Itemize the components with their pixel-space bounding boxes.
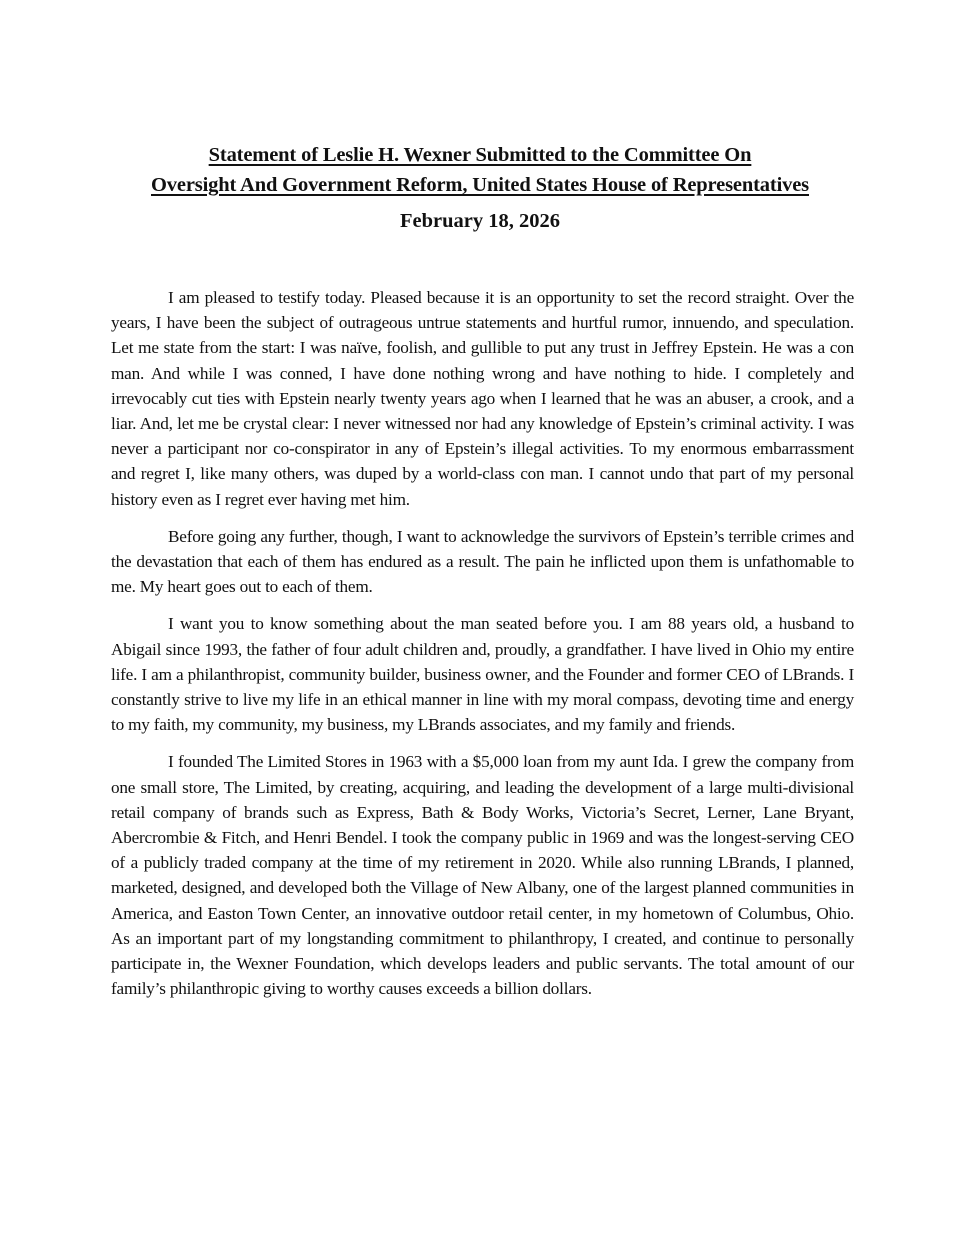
document-header	[0, 140, 960, 236]
paragraph-3: I want you to know something about the man seated before you. I am 88 years old, a husband to Abigail since 1993, the father of four adult children and, proudly, a grandfather. I have lived in Ohio my entire life. I am a philanthropist, community builder, business owner, and the Founder and former CEO of LBrands. I constantly strive to live my life in an ethical manner in line with my moral compass, devoting time and energy to my faith, my community, my business, my LBrands associates, and my family and friends.	[111, 614, 854, 735]
title-line-2: Oversight And Government Reform, United States House of Representatives	[151, 174, 809, 196]
title-line-1: Statement of Leslie H. Wexner Submitted to the Committee On	[208, 144, 752, 166]
paragraph-4: I founded The Limited Stores in 1963 with a $5,000 loan from my aunt Ida. I grew the company from one small store, The Limited, by creating, acquiring, and leading the development of a large multi-divisional retail company of brands such as Express, Bath & Body Works, Victoria’s Secret, Lerner, Lane Bryant, Abercrombie & Fitch, and Henri Bendel. I took the company public in 1969 and was the longest-serving CEO of a publicly traded company at the time of my retirement in 2020. While also running LBrands, I planned, marketed, designed, and developed both the Village of New Albany, one of the largest planned communities in America, and Easton Town Center, an innovative outdoor retail center, in my hometown of Columbus, Ohio. As an important part of my longstanding commitment to philanthropy, I created, and continue to personally participate in, the Wexner Foundation, which develops leaders and public servants. The total amount of our family’s philanthropic giving to worthy causes exceeds a billion dollars.	[111, 752, 854, 999]
paragraph-1: I am pleased to testify today. Pleased because it is an opportunity to set the record straight. Over the years, I have been the subject of outrageous untrue statements and hurtful rumor, innuendo, and speculation. Let me state from the start: I was naïve, foolish, and gullible to put any trust in Jeffrey Epstein. He was a con man. And while I was conned, I have done nothing wrong and have nothing to hide. I completely and irrevocably cut ties with Epstein nearly twenty years ago when I learned that he was an abuser, a crook, and a liar. And, let me be crystal clear: I never witnessed nor had any knowledge of Epstein’s criminal activity. I was never a participant nor co-conspirator in any of Epstein’s illegal activities. To my enormous embarrassment and regret I, like many others, was duped by a world-class con man. I cannot undo that part of my personal history even as I regret ever having met him.	[111, 288, 854, 509]
document-body	[111, 285, 854, 1013]
paragraph-2: Before going any further, though, I want to acknowledge the survivors of Epstein’s terrible crimes and the devastation that each of them has endured as a result. The pain he inflicted upon them is unfathomable to me. My heart goes out to each of them.	[111, 526, 854, 597]
document-date: February 18, 2026	[400, 210, 560, 232]
